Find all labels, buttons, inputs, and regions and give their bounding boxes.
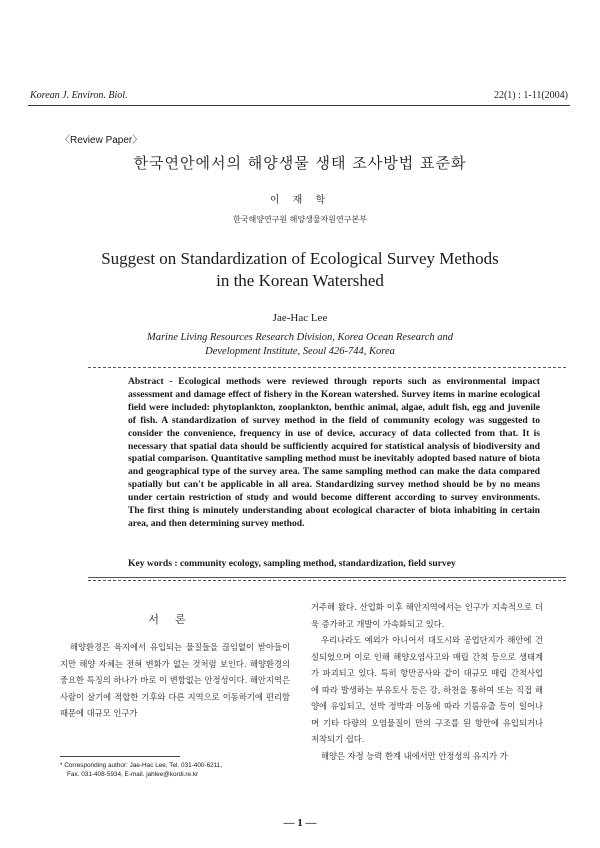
article-type: 〈Review Paper〉 bbox=[60, 135, 143, 146]
body-paragraph: 우리나라도 예외가 아니어서 대도시와 공업단지가 해안에 건설되었으며 이로 인해 해양오염사고와 매립 간척 등으로 생태계가 파괴되고 있다. 특히 항만공사와 같이 대규모 매립 간척사업에 따라 발생하는 부유토사 등은 강, 하천을 통하여 또는 직접 해양에 유입되고, 선박 정박과 이동에 따라 기름유출 등이 일어나며 기타 다량의 오염물질이 만의 구조를 된 항만에 유입되거나 저착되기 쉽다. bbox=[311, 635, 543, 744]
keywords: Key words : community ecology, sampling method, standardization, field survey bbox=[128, 558, 456, 569]
body-left-column bbox=[60, 639, 290, 722]
citation: 22(1) : 1-11(2004) bbox=[493, 90, 568, 101]
korean-author: 이 재 학 bbox=[269, 195, 331, 206]
body-paragraph: 거주해 왔다. 산업화 이후 해안지역에서는 인구가 지속적으로 더욱 증가하고 개발이 가속화되고 있다. bbox=[311, 602, 543, 629]
body-paragraph: 해양은 자정 능력 한계 내에서만 안정성의 유지가 가 bbox=[320, 750, 508, 761]
english-author: Jae-Hac Lee bbox=[272, 312, 328, 324]
english-affiliation bbox=[0, 331, 600, 359]
korean-affiliation: 한국해양연구원 해양생물자원연구본부 bbox=[233, 215, 367, 224]
korean-title: 한국연안에서의 해양생물 생태 조사방법 표준화 bbox=[133, 154, 467, 172]
footnote-line-2: Fax. 031-408-5934, E-mail. jahlee@kordi.re.kr bbox=[67, 771, 199, 778]
english-title bbox=[0, 248, 600, 292]
english-affiliation-line-1: Marine Living Resources Research Division, Korea Ocean Research and bbox=[146, 332, 454, 343]
abstract-top-rule bbox=[88, 367, 566, 368]
header-rule bbox=[28, 105, 570, 106]
footnote bbox=[60, 761, 300, 779]
abstract-bottom-rule bbox=[88, 577, 566, 578]
journal-name: Korean J. Environ. Biol. bbox=[30, 90, 128, 101]
english-title-line-1: Suggest on Standardization of Ecological Survey Methods bbox=[101, 249, 499, 268]
english-affiliation-line-2: Development Institute, Seoul 426-744, Korea bbox=[205, 346, 395, 357]
footnote-line-1: * Corresponding author: Jae-Hac Lee, Tel. 031-400-6211, bbox=[60, 762, 223, 769]
body-paragraph: 해양환경은 육지에서 유입되는 물질들을 끊임없이 받아들이지만 해양 자체는 전혀 변화가 없는 것처럼 보인다. 해양환경의 중요한 특징의 하나가 바로 이 변함없는 안정성이다. 해안지역은 사람이 살기에 적합한 기후와 다른 지역으로 이동하기에 편리함 때문에 대규모 인구가 bbox=[60, 642, 290, 718]
abstract-text: Abstract - Ecological methods were reviewed through reports such as environmental impact assessment and damage effect of fishery in the Korean watershed. Survey items in marine ecological field were included: phytoplankton, zooplankton, benthic animal, algae, adult fish, egg and juvenile of fish. A standardization of survey method in the field of community ecology was suggested to consider the convenience, frequency in use of device, accuracy of data collected from that. It is necessary that spatial data should be sufficiently acquired for statistical analysis of biodiversity and spatial comparison. Quantitative sampling method must be inevitably adopted based nature of biota and geographical type of the survey area. The same sampling method can make the data compared spatially but can't be applicable in all area. Standardizing survey method should be by no means under certain restriction of study and would become different according to survey environments. The first thing is minutely understanding about ecological character of biota inhabiting in certain area, and then determining survey method. bbox=[128, 376, 540, 529]
footnote-rule bbox=[60, 756, 180, 757]
english-title-line-2: in the Korean Watershed bbox=[216, 271, 384, 290]
page-number: — 1 — bbox=[283, 817, 317, 829]
body-right-column bbox=[311, 599, 543, 764]
abstract-bottom-rule-2 bbox=[88, 580, 566, 581]
section-heading: 서론 bbox=[148, 613, 202, 626]
